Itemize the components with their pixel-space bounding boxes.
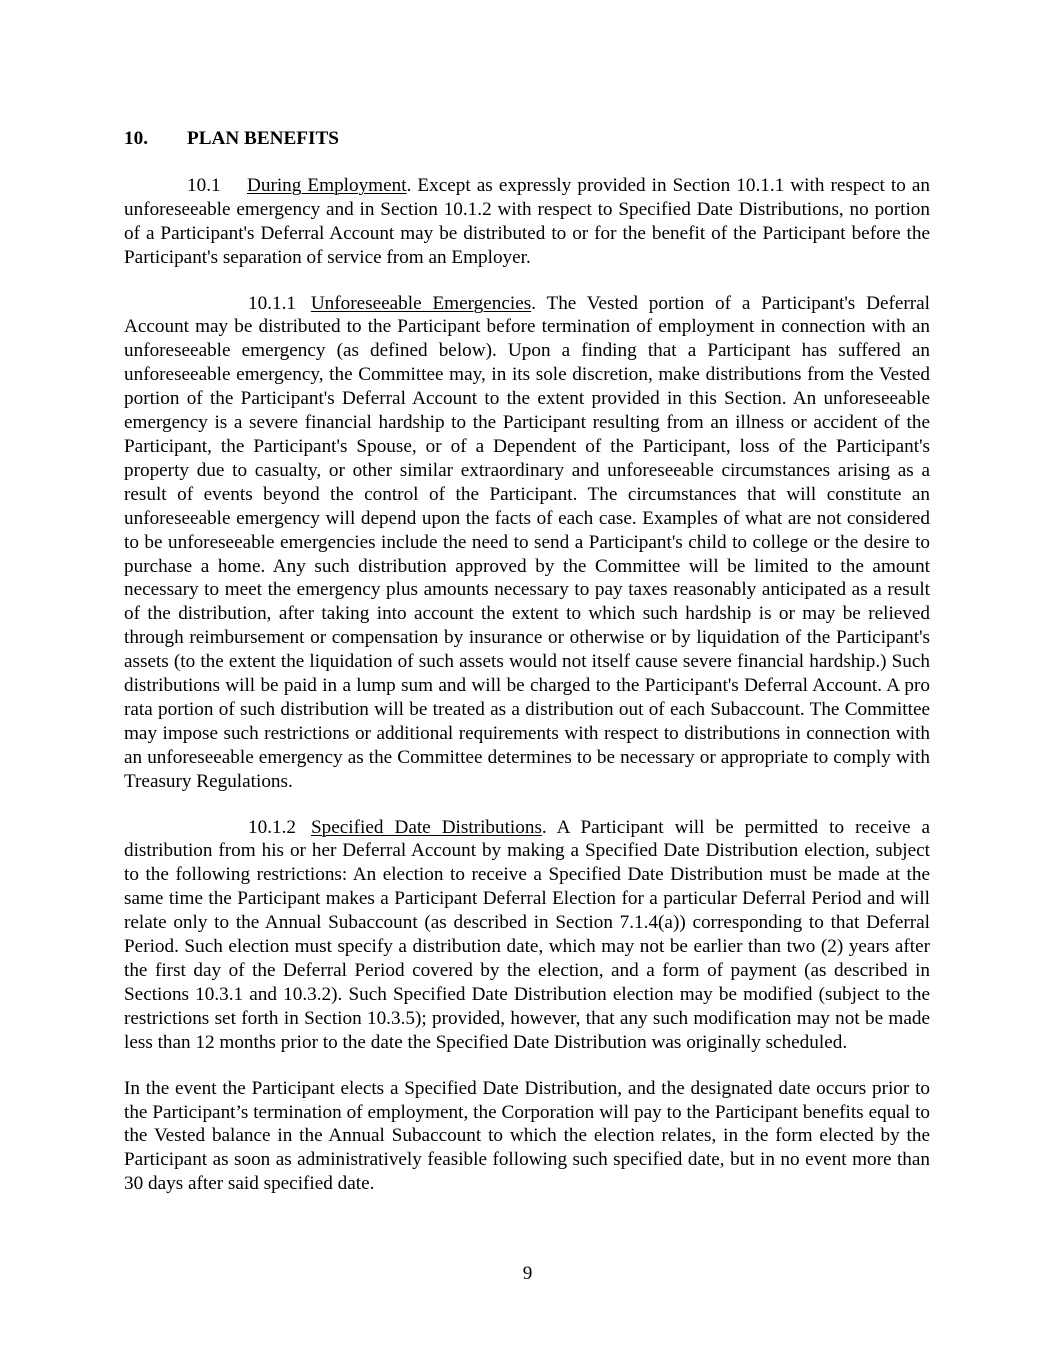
paragraph-text: In the event the Participant elects a Specified Date Distribution, and the designated date occurs prior to the Participant’s termination of employment, the Corporation will pay to the Participant benefits equal to the Vested balance in the Annual Subaccount to which the election relates, in the form elected by the Participant as soon as administratively feasible following such specified date, but in no event more than 30 days after said specified date. xyxy=(124,1077,930,1195)
paragraph-number: 10.1.2 xyxy=(248,816,296,838)
paragraph-title: Unforeseeable Emergencies xyxy=(310,292,532,314)
paragraph-number: 10.1 xyxy=(187,174,221,196)
section-title: PLAN BENEFITS xyxy=(187,128,339,149)
paragraph-10-1 xyxy=(124,174,930,270)
paragraph-title: Specified Date Distributions xyxy=(310,816,542,838)
paragraph-final xyxy=(124,1077,930,1197)
paragraph-text: . The Vested portion of a Participant's Deferral Account may be distributed to the Participant before termination of employment in connection with an unforeseeable emergency (as defined below). Upon a finding that a Participant has suffered an unforeseeable emergency, the Committee may, in its sole discretion, make distributions from the Vested portion of the Participant's Deferral Account to the extent provided in this Section. An unforeseeable emergency is a severe financial hardship to the Participant resulting from an illness or accident of the Participant, the Participant's Spouse, or of a Dependent of the Participant, loss of the Participant's property due to casualty, or other similar extraordinary and unforeseeable circumstances arising as a result of events beyond the control of the Participant. The circumstances that will constitute an unforeseeable emergency will depend upon the facts of each case. Examples of what are not considered to be unforeseeable emergencies include the need to send a Participant's child to college or the desire to purchase a home. Any such distribution approved by the Committee will be limited to the amount necessary to meet the emergency plus amounts necessary to pay taxes reasonably anticipated as a result of the distribution, after taking into account the extent to which such hardship is or may be relieved through reimbursement or compensation by insurance or otherwise or by liquidation of the Participant's assets (to the extent the liquidation of such assets would not itself cause severe financial hardship.) Such distributions will be paid in a lump sum and will be charged to the Participant's Deferral Account. A pro rata portion of such distribution will be treated as a distribution out of each Subaccount. The Committee may impose such restrictions or additional requirements with respect to distributions in connection with an unforeseeable emergency as the Committee determines to be necessary or appropriate to comply with Treasury Regulations. xyxy=(124,292,930,792)
section-heading xyxy=(124,127,930,151)
paragraph-number: 10.1.1 xyxy=(248,292,296,314)
paragraph-10-1-2 xyxy=(124,816,930,1055)
section-number: 10. xyxy=(124,128,148,149)
paragraph-10-1-1 xyxy=(124,292,930,794)
document-page xyxy=(124,127,930,1218)
page-number: 9 xyxy=(522,1263,533,1284)
paragraph-title: During Employment xyxy=(247,174,407,196)
paragraph-text: . A Participant will be permitted to receive a distribution from his or her Deferral Account by making a Specified Date Distribution election, subject to the following restrictions: An election to receive a Specified Date Distribution must be made at the same time the Participant makes a Participant Deferral Election for a particular Deferral Period and will relate only to the Annual Subaccount (as described in Section 7.1.4(a)) corresponding to that Deferral Period. Such election must specify a distribution date, which may not be earlier than two (2) years after the first day of the Deferral Period covered by the election, and a form of payment (as described in Sections 10.3.1 and 10.3.2). Such Specified Date Distribution election may be modified (subject to the restrictions set forth in Section 10.3.5); provided, however, that any such modification may not be made less than 12 months prior to the date the Specified Date Distribution was originally scheduled. xyxy=(124,816,930,1053)
paragraph-text: . Except as expressly provided in Section 10.1.1 with respect to an unforeseeable emergency and in Section 10.1.2 with respect to Specified Date Distributions, no portion of a Participant's Deferral Account may be distributed to or for the benefit of the Participant before the Participant's separation of service from an Employer. xyxy=(124,174,930,268)
